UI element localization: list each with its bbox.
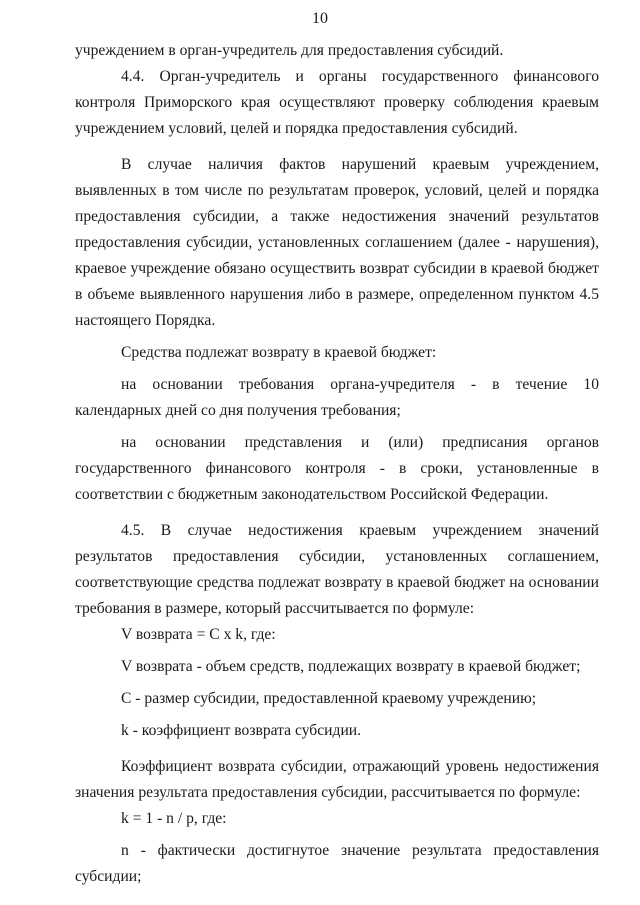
paragraph-clause-4-4: 4.4. Орган-учредитель и органы государственного финансового контроля Приморского края осуществляют проверку соблюдения краевым учреждением условий, целей и порядка предоставления субсидий. [75,68,599,137]
paragraph-continuation: учреждением в орган-учредитель для предоставления субсидий. [75,42,504,59]
paragraph-coefficient: Коэффициент возврата субсидии, отражающий уровень недостижения значения результата предоставления субсидии, рассчитывается по формуле: [75,758,599,801]
definition-n: n - фактически достигнутое значение результата предоставления субсидии; [75,842,599,885]
definition-v-return: V возврата - объем средств, подлежащих возврату в краевой бюджет; [121,658,581,675]
paragraph-founder-requirement: на основании требования органа-учредителя - в течение 10 календарных дней со дня получения требования; [75,376,599,419]
formula-v-return: V возврата = C x k, где: [121,626,276,643]
document-body [75,38,599,890]
paragraph-violations: В случае наличия фактов нарушений краевым учреждением, выявленных в том числе по результатам проверок, условий, целей и порядка предоставления субсидии, а также недостижения значений результатов предоставления субсидии, установленных соглашением (далее - нарушения), краевое учреждение обязано осуществить возврат субсидии в краевой бюджет в объеме выявленного нарушения либо в размере, определенном пунктом 4.5 настоящего Порядка. [75,156,599,329]
definition-c: C - размер субсидии, предоставленной краевому учреждению; [121,690,537,707]
paragraph-clause-4-5: 4.5. В случае недостижения краевым учреждением значений результатов предоставления субсидии, установленных соглашением, соответствующие средства подлежат возврату в краевой бюджет на основании требования в размере, который рассчитывается по формуле: [75,522,599,617]
paragraph-control-bodies: на основании представления и (или) предписания органов государственного финансового контроля - в сроки, установленные в соответствии с бюджетным законодательством Российской Федерации. [75,434,599,503]
formula-k: k = 1 - n / p, где: [121,810,227,827]
definition-k: k - коэффициент возврата субсидии. [121,722,362,739]
paragraph-funds-return: Средства подлежат возврату в краевой бюджет: [121,344,437,361]
page-number: 10 [312,10,328,27]
